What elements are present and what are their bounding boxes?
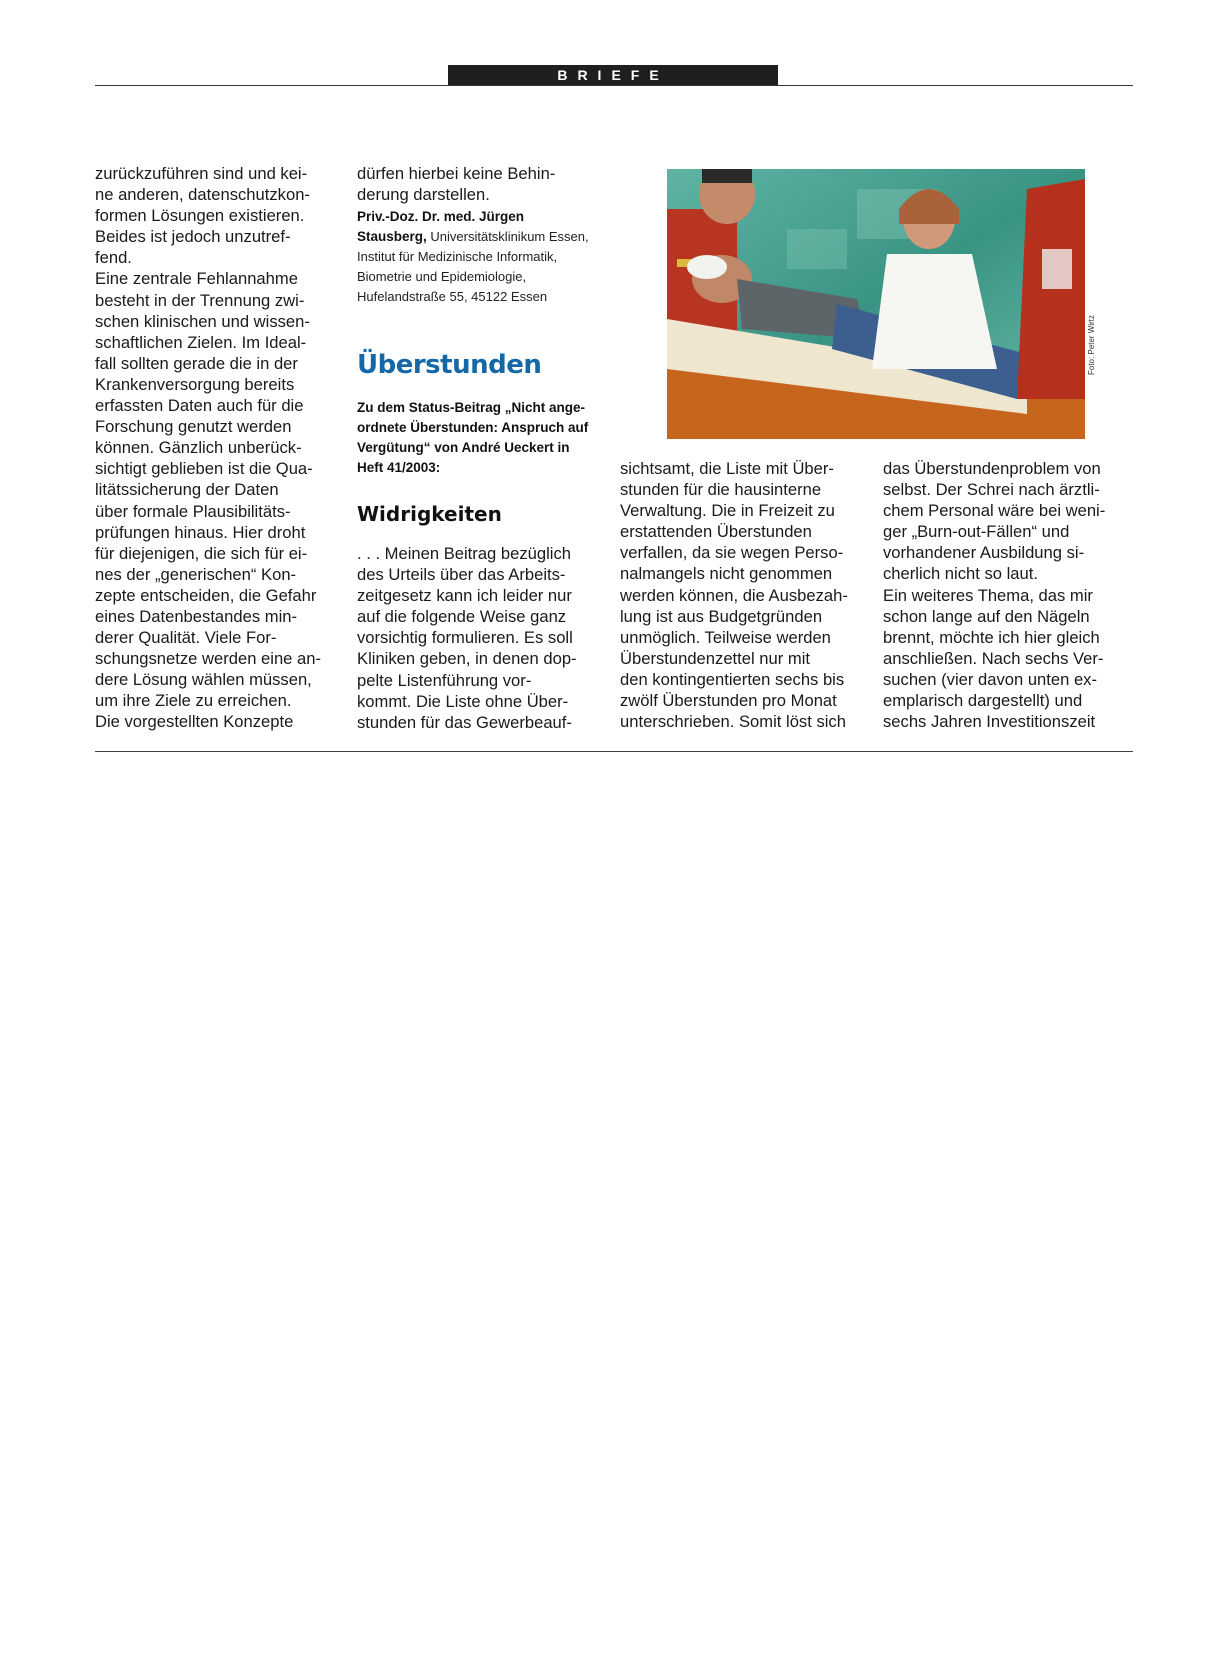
text-line: derer Qualität. Viele For- — [95, 628, 277, 648]
text-line: zwölf Überstunden pro Monat — [620, 691, 837, 711]
text-line: ger „Burn-out-Fällen“ und — [883, 522, 1070, 542]
text-line: verfallen, da sie wegen Perso- — [620, 543, 844, 563]
text-line: pelte Listenführung vor- — [357, 670, 532, 690]
text-line: suchen (vier davon unten ex- — [883, 669, 1098, 689]
text-line: unterschrieben. Somit löst sich — [620, 712, 846, 732]
text-line: prüfungen hinaus. Hier droht — [95, 522, 306, 542]
photo-illustration — [667, 169, 1085, 439]
text-line: Überstundenzettel nur mit — [620, 648, 811, 668]
author-name: Priv.-Doz. Dr. med. Jürgen — [357, 209, 525, 225]
author-affiliation-2: Institut für Medizinische Informatik, — [357, 249, 558, 265]
intro-line: Heft 41/2003: — [357, 460, 441, 475]
text-line: erfassten Daten auch für die — [95, 396, 304, 416]
text-line: Die vorgestellten Konzepte — [95, 712, 294, 732]
text-line: schon lange auf den Nägeln — [883, 606, 1090, 626]
author-address: Hufelandstraße 55, 45122 Essen — [357, 289, 548, 305]
section-header: BRIEFE — [448, 65, 778, 85]
text-line: ne anderen, datenschutzkon- — [95, 185, 310, 205]
author-signature — [357, 207, 607, 307]
text-line: werden können, die Ausbezah- — [620, 585, 848, 605]
intro-line: Vergütung“ von André Ueckert in — [357, 440, 570, 455]
column-2-body — [357, 543, 607, 733]
article-intro — [357, 398, 588, 478]
text-line: sichtsamt, die Liste mit Über- — [620, 459, 834, 478]
intro-line: ordnete Überstunden: Anspruch auf — [357, 420, 589, 435]
text-line: für diejenigen, die sich für ei- — [95, 543, 308, 563]
author-affiliation: Universitätsklinikum Essen, — [426, 229, 589, 245]
text-line: derung darstellen. — [357, 185, 490, 205]
text-line: sechs Jahren Investitionszeit — [883, 712, 1096, 732]
text-line: . . . Meinen Beitrag bezüglich — [357, 544, 571, 563]
text-line: können. Gänzlich unberück- — [95, 438, 302, 458]
text-line: sichtigt geblieben ist die Qua- — [95, 459, 313, 479]
column-3 — [620, 458, 870, 732]
author-affiliation-3: Biometrie und Epidemiologie, — [357, 269, 527, 285]
text-line: das Überstundenproblem von — [883, 459, 1101, 478]
top-rule — [95, 85, 1133, 86]
text-line: Eine zentrale Fehlannahme — [95, 269, 298, 289]
text-line: emplarisch dargestellt) und — [883, 691, 1083, 711]
text-line: schungsnetze werden eine an- — [95, 649, 322, 669]
text-line: unmöglich. Teilweise werden — [620, 627, 831, 647]
text-line: fall sollten gerade die in der — [95, 353, 298, 373]
author-name-2: Stausberg, — [357, 229, 427, 245]
text-line: lung ist aus Budgetgründen — [620, 606, 823, 626]
text-line: Krankenversorgung bereits — [95, 374, 295, 394]
text-line: um ihre Ziele zu erreichen. — [95, 691, 292, 711]
photo-credit: Foto: Peter Wirtz — [1087, 314, 1096, 375]
text-line: formen Lösungen existieren. — [95, 206, 305, 226]
column-4 — [883, 458, 1133, 732]
bottom-rule — [95, 751, 1133, 752]
text-line: dere Lösung wählen müssen, — [95, 670, 312, 690]
column-1 — [95, 163, 345, 733]
text-line: nalmangels nicht genommen — [620, 564, 833, 584]
text-line: litätssicherung der Daten — [95, 480, 279, 500]
text-line: erstattenden Überstunden — [620, 522, 812, 542]
photo-paramedic-stretcher — [667, 169, 1085, 439]
text-line: Ein weiteres Thema, das mir — [883, 585, 1093, 605]
text-line: selbst. Der Schrei nach ärztli- — [883, 480, 1100, 500]
article-headline: Überstunden — [357, 350, 542, 380]
text-line: über formale Plausibilitäts- — [95, 501, 291, 521]
article-subhead: Widrigkeiten — [357, 502, 502, 526]
column-2-top — [357, 163, 607, 307]
text-line: besteht in der Trennung zwi- — [95, 290, 305, 310]
text-line: auf die folgende Weise ganz — [357, 607, 567, 627]
text-line: anschließen. Nach sechs Ver- — [883, 648, 1104, 668]
text-line: des Urteils über das Arbeits- — [357, 565, 566, 585]
text-line: vorhandener Ausbildung si- — [883, 543, 1085, 563]
text-line: zepte entscheiden, die Gefahr — [95, 585, 317, 605]
text-line: stunden für die hausinterne — [620, 480, 822, 500]
text-line: Verwaltung. Die in Freizeit zu — [620, 501, 835, 521]
text-line: fend. — [95, 248, 132, 268]
text-line: chem Personal wäre bei weni- — [883, 501, 1106, 521]
text-line: dürfen hierbei keine Behin- — [357, 164, 556, 183]
text-line: stunden für das Gewerbeauf- — [357, 712, 572, 732]
text-line: kommt. Die Liste ohne Über- — [357, 691, 569, 711]
text-line: eines Datenbestandes min- — [95, 606, 298, 626]
text-line: den kontingentierten sechs bis — [620, 669, 845, 689]
text-line: zeitgesetz kann ich leider nur — [357, 586, 572, 606]
text-line: zurückzuführen sind und kei- — [95, 164, 308, 183]
text-line: Beides ist jedoch unzutref- — [95, 227, 291, 247]
text-line: brennt, möchte ich hier gleich — [883, 627, 1100, 647]
text-line: Kliniken geben, in denen dop- — [357, 649, 577, 669]
text-line: cherlich nicht so laut. — [883, 564, 1038, 584]
text-line: schaftlichen Zielen. Im Ideal- — [95, 332, 307, 352]
intro-line: Zu dem Status-Beitrag „Nicht ange- — [357, 400, 586, 415]
text-line: nes der „generischen“ Kon- — [95, 564, 297, 584]
text-line: vorsichtig formulieren. Es soll — [357, 628, 573, 648]
text-line: Forschung genutzt werden — [95, 417, 292, 437]
text-line: schen klinischen und wissen- — [95, 311, 310, 331]
